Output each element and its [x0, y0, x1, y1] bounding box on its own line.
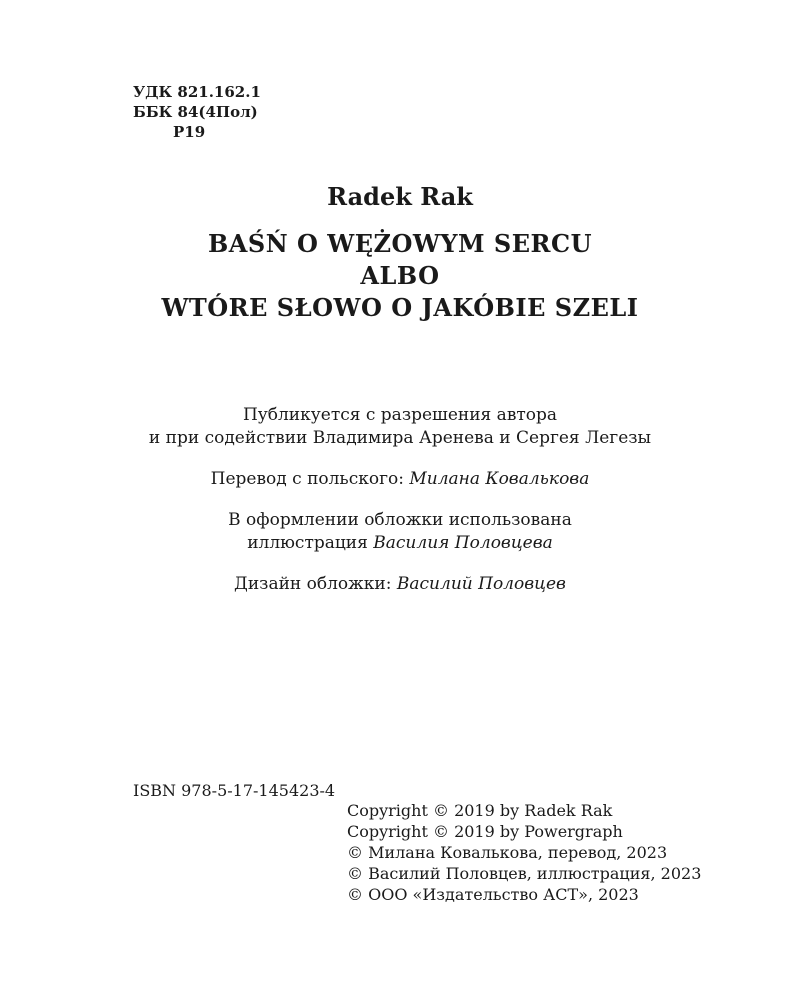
- author-mark: Р19: [173, 123, 206, 141]
- translator-name: Милана Ковалькова: [409, 469, 590, 489]
- copyright-line: © ООО «Издательство АСТ», 2023: [347, 885, 639, 904]
- title-line: WTÓRE SŁOWO O JAKÓBIE SZELI: [161, 293, 639, 322]
- copyright-line: © Василий Половцев, иллюстрация, 2023: [347, 864, 702, 883]
- cover-illustration-credit: [0, 509, 800, 555]
- cover-design-credit: [0, 573, 800, 596]
- isbn: ISBN 978-5-17-145423-4: [133, 781, 336, 800]
- permission-note: [0, 404, 800, 450]
- cover-design-label: Дизайн обложки:: [234, 574, 397, 594]
- author-name: Radek Rak: [327, 182, 473, 211]
- udk-code: УДК 821.162.1: [133, 83, 261, 101]
- book-title: [0, 228, 800, 324]
- classification-block: [133, 82, 261, 142]
- copyright-line: © Милана Ковалькова, перевод, 2023: [347, 843, 668, 862]
- title-line: ALBO: [360, 261, 440, 290]
- copyright-line: Copyright © 2019 by Radek Rak: [347, 801, 613, 820]
- copyright-block: [347, 800, 701, 905]
- illustrator-name: Василия Половцева: [373, 533, 553, 553]
- bbk-code: ББК 84(4Пол): [133, 103, 258, 121]
- translation-label: Перевод с польского:: [210, 469, 410, 489]
- permission-line: и при содействии Владимира Аренева и Сергея Легезы: [148, 428, 652, 448]
- designer-name: Василий Половцев: [396, 574, 566, 594]
- copyright-line: Copyright © 2019 by Powergraph: [347, 822, 623, 841]
- cover-illustration-line: В оформлении обложки использована: [228, 510, 572, 530]
- title-line: BAŚŃ O WĘŻOWYM SERCU: [207, 229, 593, 258]
- translation-credit: [0, 468, 800, 491]
- credits-block: [0, 404, 800, 614]
- cover-illustration-prefix: иллюстрация: [247, 533, 374, 553]
- permission-line: Публикуется с разрешения автора: [242, 405, 558, 425]
